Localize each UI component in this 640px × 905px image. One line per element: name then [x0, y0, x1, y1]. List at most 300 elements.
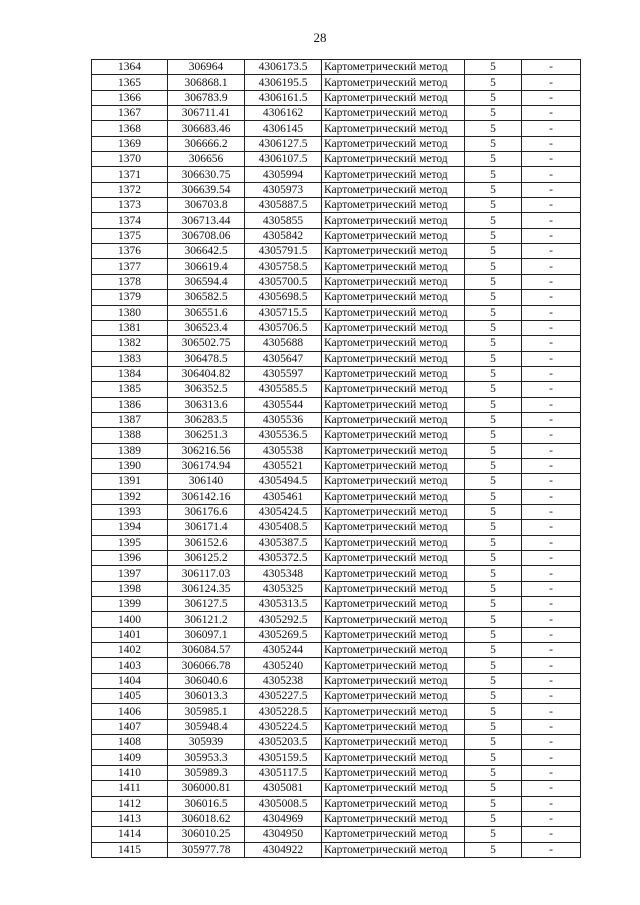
- method-cell: Картометрический метод: [322, 581, 465, 596]
- table-row: [92, 336, 581, 351]
- table-row: [92, 152, 581, 167]
- y-coordinate-cell: 4305521: [245, 458, 322, 473]
- method-cell: Картометрический метод: [322, 597, 465, 612]
- description-cell: -: [522, 535, 581, 550]
- accuracy-cell: 5: [465, 597, 522, 612]
- point-number-cell: 1366: [92, 90, 168, 105]
- accuracy-cell: 5: [465, 765, 522, 780]
- table-row: [92, 351, 581, 366]
- accuracy-cell: 5: [465, 704, 522, 719]
- x-coordinate-cell: 305948.4: [168, 719, 245, 734]
- y-coordinate-cell: 4305688: [245, 336, 322, 351]
- description-cell: -: [522, 60, 581, 75]
- method-cell: Картометрический метод: [322, 673, 465, 688]
- point-number-cell: 1405: [92, 689, 168, 704]
- x-coordinate-cell: 306216.56: [168, 443, 245, 458]
- description-cell: -: [522, 412, 581, 427]
- method-cell: Картометрический метод: [322, 198, 465, 213]
- description-cell: -: [522, 735, 581, 750]
- point-number-cell: 1412: [92, 796, 168, 811]
- method-cell: Картометрический метод: [322, 75, 465, 90]
- description-cell: -: [522, 305, 581, 320]
- accuracy-cell: 5: [465, 643, 522, 658]
- description-cell: -: [522, 689, 581, 704]
- accuracy-cell: 5: [465, 152, 522, 167]
- method-cell: Картометрический метод: [322, 167, 465, 182]
- x-coordinate-cell: 306251.3: [168, 428, 245, 443]
- y-coordinate-cell: 4305408.5: [245, 520, 322, 535]
- point-number-cell: 1375: [92, 228, 168, 243]
- y-coordinate-cell: 4305348: [245, 566, 322, 581]
- point-number-cell: 1377: [92, 259, 168, 274]
- point-number-cell: 1364: [92, 60, 168, 75]
- y-coordinate-cell: 4306162: [245, 106, 322, 121]
- y-coordinate-cell: 4305544: [245, 397, 322, 412]
- point-number-cell: 1380: [92, 305, 168, 320]
- y-coordinate-cell: 4305536.5: [245, 428, 322, 443]
- y-coordinate-cell: 4305700.5: [245, 274, 322, 289]
- point-number-cell: 1385: [92, 382, 168, 397]
- x-coordinate-cell: 306523.4: [168, 320, 245, 335]
- point-number-cell: 1390: [92, 458, 168, 473]
- table-row: [92, 305, 581, 320]
- method-cell: Картометрический метод: [322, 781, 465, 796]
- table-row: [92, 781, 581, 796]
- table-row: [92, 428, 581, 443]
- method-cell: Картометрический метод: [322, 136, 465, 151]
- description-cell: -: [522, 121, 581, 136]
- accuracy-cell: 5: [465, 182, 522, 197]
- accuracy-cell: 5: [465, 320, 522, 335]
- description-cell: -: [522, 811, 581, 826]
- table-row: [92, 121, 581, 136]
- x-coordinate-cell: 306283.5: [168, 412, 245, 427]
- accuracy-cell: 5: [465, 842, 522, 857]
- y-coordinate-cell: 4305081: [245, 781, 322, 796]
- description-cell: -: [522, 796, 581, 811]
- table-row: [92, 136, 581, 151]
- description-cell: -: [522, 443, 581, 458]
- point-number-cell: 1403: [92, 658, 168, 673]
- x-coordinate-cell: 306171.4: [168, 520, 245, 535]
- x-coordinate-cell: 305989.3: [168, 765, 245, 780]
- table-row: [92, 397, 581, 412]
- point-number-cell: 1370: [92, 152, 168, 167]
- table-row: [92, 520, 581, 535]
- accuracy-cell: 5: [465, 566, 522, 581]
- y-coordinate-cell: 4306145: [245, 121, 322, 136]
- table-row: [92, 750, 581, 765]
- x-coordinate-cell: 306713.44: [168, 213, 245, 228]
- table-row: [92, 673, 581, 688]
- x-coordinate-cell: 306176.6: [168, 504, 245, 519]
- accuracy-cell: 5: [465, 520, 522, 535]
- y-coordinate-cell: 4305372.5: [245, 551, 322, 566]
- point-number-cell: 1376: [92, 244, 168, 259]
- y-coordinate-cell: 4305224.5: [245, 719, 322, 734]
- description-cell: -: [522, 781, 581, 796]
- y-coordinate-cell: 4305715.5: [245, 305, 322, 320]
- accuracy-cell: 5: [465, 504, 522, 519]
- accuracy-cell: 5: [465, 244, 522, 259]
- x-coordinate-cell: 306174.94: [168, 458, 245, 473]
- description-cell: -: [522, 551, 581, 566]
- method-cell: Картометрический метод: [322, 228, 465, 243]
- method-cell: Картометрический метод: [322, 290, 465, 305]
- accuracy-cell: 5: [465, 827, 522, 842]
- y-coordinate-cell: 4304922: [245, 842, 322, 857]
- x-coordinate-cell: 306404.82: [168, 366, 245, 381]
- description-cell: -: [522, 765, 581, 780]
- table-row: [92, 643, 581, 658]
- x-coordinate-cell: 306656: [168, 152, 245, 167]
- point-number-cell: 1369: [92, 136, 168, 151]
- y-coordinate-cell: 4305597: [245, 366, 322, 381]
- method-cell: Картометрический метод: [322, 213, 465, 228]
- x-coordinate-cell: 306313.6: [168, 397, 245, 412]
- description-cell: -: [522, 382, 581, 397]
- method-cell: Картометрический метод: [322, 320, 465, 335]
- point-number-cell: 1388: [92, 428, 168, 443]
- accuracy-cell: 5: [465, 106, 522, 121]
- y-coordinate-cell: 4305159.5: [245, 750, 322, 765]
- method-cell: Картометрический метод: [322, 121, 465, 136]
- x-coordinate-cell: 306639.54: [168, 182, 245, 197]
- table-row: [92, 474, 581, 489]
- method-cell: Картометрический метод: [322, 551, 465, 566]
- table-row: [92, 581, 581, 596]
- method-cell: Картометрический метод: [322, 489, 465, 504]
- description-cell: -: [522, 198, 581, 213]
- description-cell: -: [522, 75, 581, 90]
- description-cell: -: [522, 351, 581, 366]
- x-coordinate-cell: 306084.57: [168, 643, 245, 658]
- point-number-cell: 1407: [92, 719, 168, 734]
- method-cell: Картометрический метод: [322, 842, 465, 857]
- accuracy-cell: 5: [465, 750, 522, 765]
- description-cell: -: [522, 152, 581, 167]
- accuracy-cell: 5: [465, 781, 522, 796]
- y-coordinate-cell: 4305698.5: [245, 290, 322, 305]
- method-cell: Картометрический метод: [322, 504, 465, 519]
- y-coordinate-cell: 4305887.5: [245, 198, 322, 213]
- description-cell: -: [522, 489, 581, 504]
- accuracy-cell: 5: [465, 121, 522, 136]
- point-number-cell: 1413: [92, 811, 168, 826]
- table-row: [92, 811, 581, 826]
- description-cell: -: [522, 106, 581, 121]
- point-number-cell: 1393: [92, 504, 168, 519]
- table-row: [92, 796, 581, 811]
- description-cell: -: [522, 750, 581, 765]
- method-cell: Картометрический метод: [322, 796, 465, 811]
- x-coordinate-cell: 306097.1: [168, 627, 245, 642]
- description-cell: -: [522, 320, 581, 335]
- y-coordinate-cell: 4305227.5: [245, 689, 322, 704]
- method-cell: Картометрический метод: [322, 520, 465, 535]
- x-coordinate-cell: 306683.46: [168, 121, 245, 136]
- table-body: [92, 60, 581, 858]
- table-row: [92, 90, 581, 105]
- x-coordinate-cell: 305985.1: [168, 704, 245, 719]
- point-number-cell: 1365: [92, 75, 168, 90]
- y-coordinate-cell: 4305855: [245, 213, 322, 228]
- description-cell: -: [522, 366, 581, 381]
- x-coordinate-cell: 305977.78: [168, 842, 245, 857]
- method-cell: Картометрический метод: [322, 443, 465, 458]
- x-coordinate-cell: 306121.2: [168, 612, 245, 627]
- y-coordinate-cell: 4306173.5: [245, 60, 322, 75]
- point-number-cell: 1381: [92, 320, 168, 335]
- method-cell: Картометрический метод: [322, 244, 465, 259]
- y-coordinate-cell: 4304969: [245, 811, 322, 826]
- method-cell: Картометрический метод: [322, 474, 465, 489]
- y-coordinate-cell: 4305424.5: [245, 504, 322, 519]
- description-cell: -: [522, 228, 581, 243]
- accuracy-cell: 5: [465, 412, 522, 427]
- table-row: [92, 320, 581, 335]
- point-number-cell: 1411: [92, 781, 168, 796]
- accuracy-cell: 5: [465, 428, 522, 443]
- description-cell: -: [522, 458, 581, 473]
- table-row: [92, 382, 581, 397]
- table-row: [92, 597, 581, 612]
- table-row: [92, 366, 581, 381]
- y-coordinate-cell: 4305325: [245, 581, 322, 596]
- accuracy-cell: 5: [465, 612, 522, 627]
- x-coordinate-cell: 306040.6: [168, 673, 245, 688]
- accuracy-cell: 5: [465, 259, 522, 274]
- method-cell: Картометрический метод: [322, 658, 465, 673]
- table-row: [92, 719, 581, 734]
- description-cell: -: [522, 290, 581, 305]
- y-coordinate-cell: 4305647: [245, 351, 322, 366]
- method-cell: Картометрический метод: [322, 182, 465, 197]
- table-row: [92, 535, 581, 550]
- y-coordinate-cell: 4305008.5: [245, 796, 322, 811]
- point-number-cell: 1398: [92, 581, 168, 596]
- y-coordinate-cell: 4305269.5: [245, 627, 322, 642]
- x-coordinate-cell: 306125.2: [168, 551, 245, 566]
- point-number-cell: 1384: [92, 366, 168, 381]
- y-coordinate-cell: 4305585.5: [245, 382, 322, 397]
- y-coordinate-cell: 4306127.5: [245, 136, 322, 151]
- description-cell: -: [522, 673, 581, 688]
- x-coordinate-cell: 305953.3: [168, 750, 245, 765]
- method-cell: Картометрический метод: [322, 704, 465, 719]
- x-coordinate-cell: 306964: [168, 60, 245, 75]
- description-cell: -: [522, 274, 581, 289]
- method-cell: Картометрический метод: [322, 811, 465, 826]
- y-coordinate-cell: 4305238: [245, 673, 322, 688]
- method-cell: Картометрический метод: [322, 90, 465, 105]
- accuracy-cell: 5: [465, 167, 522, 182]
- accuracy-cell: 5: [465, 382, 522, 397]
- x-coordinate-cell: 306127.5: [168, 597, 245, 612]
- x-coordinate-cell: 306642.5: [168, 244, 245, 259]
- method-cell: Картометрический метод: [322, 566, 465, 581]
- method-cell: Картометрический метод: [322, 535, 465, 550]
- table-row: [92, 627, 581, 642]
- accuracy-cell: 5: [465, 796, 522, 811]
- table-row: [92, 827, 581, 842]
- method-cell: Картометрический метод: [322, 735, 465, 750]
- table-row: [92, 735, 581, 750]
- description-cell: -: [522, 520, 581, 535]
- accuracy-cell: 5: [465, 689, 522, 704]
- description-cell: -: [522, 182, 581, 197]
- x-coordinate-cell: 306666.2: [168, 136, 245, 151]
- point-number-cell: 1414: [92, 827, 168, 842]
- point-number-cell: 1378: [92, 274, 168, 289]
- accuracy-cell: 5: [465, 489, 522, 504]
- x-coordinate-cell: 306152.6: [168, 535, 245, 550]
- table-row: [92, 259, 581, 274]
- method-cell: Картометрический метод: [322, 152, 465, 167]
- accuracy-cell: 5: [465, 136, 522, 151]
- description-cell: -: [522, 704, 581, 719]
- table-row: [92, 765, 581, 780]
- method-cell: Картометрический метод: [322, 336, 465, 351]
- y-coordinate-cell: 4305313.5: [245, 597, 322, 612]
- point-number-cell: 1395: [92, 535, 168, 550]
- table-row: [92, 198, 581, 213]
- x-coordinate-cell: 306018.62: [168, 811, 245, 826]
- point-number-cell: 1404: [92, 673, 168, 688]
- method-cell: Картометрический метод: [322, 366, 465, 381]
- method-cell: Картометрический метод: [322, 612, 465, 627]
- description-cell: -: [522, 336, 581, 351]
- method-cell: Картометрический метод: [322, 382, 465, 397]
- method-cell: Картометрический метод: [322, 274, 465, 289]
- x-coordinate-cell: 306010.25: [168, 827, 245, 842]
- y-coordinate-cell: 4305994: [245, 167, 322, 182]
- accuracy-cell: 5: [465, 351, 522, 366]
- method-cell: Картометрический метод: [322, 627, 465, 642]
- description-cell: -: [522, 504, 581, 519]
- accuracy-cell: 5: [465, 366, 522, 381]
- description-cell: -: [522, 213, 581, 228]
- description-cell: -: [522, 842, 581, 857]
- x-coordinate-cell: 306124.35: [168, 581, 245, 596]
- point-number-cell: 1373: [92, 198, 168, 213]
- y-coordinate-cell: 4305244: [245, 643, 322, 658]
- x-coordinate-cell: 306142.16: [168, 489, 245, 504]
- accuracy-cell: 5: [465, 551, 522, 566]
- table-row: [92, 704, 581, 719]
- x-coordinate-cell: 306013.3: [168, 689, 245, 704]
- table-row: [92, 290, 581, 305]
- x-coordinate-cell: 306016.5: [168, 796, 245, 811]
- point-number-cell: 1382: [92, 336, 168, 351]
- accuracy-cell: 5: [465, 274, 522, 289]
- description-cell: -: [522, 259, 581, 274]
- y-coordinate-cell: 4305228.5: [245, 704, 322, 719]
- y-coordinate-cell: 4304950: [245, 827, 322, 842]
- table-row: [92, 551, 581, 566]
- x-coordinate-cell: 306117.03: [168, 566, 245, 581]
- point-number-cell: 1397: [92, 566, 168, 581]
- y-coordinate-cell: 4305536: [245, 412, 322, 427]
- y-coordinate-cell: 4305538: [245, 443, 322, 458]
- point-number-cell: 1379: [92, 290, 168, 305]
- method-cell: Картометрический метод: [322, 765, 465, 780]
- accuracy-cell: 5: [465, 581, 522, 596]
- description-cell: -: [522, 90, 581, 105]
- method-cell: Картометрический метод: [322, 428, 465, 443]
- y-coordinate-cell: 4305292.5: [245, 612, 322, 627]
- method-cell: Картометрический метод: [322, 750, 465, 765]
- accuracy-cell: 5: [465, 811, 522, 826]
- point-number-cell: 1387: [92, 412, 168, 427]
- y-coordinate-cell: 4306195.5: [245, 75, 322, 90]
- table-row: [92, 566, 581, 581]
- accuracy-cell: 5: [465, 228, 522, 243]
- accuracy-cell: 5: [465, 75, 522, 90]
- y-coordinate-cell: 4305240: [245, 658, 322, 673]
- table-row: [92, 60, 581, 75]
- x-coordinate-cell: 306352.5: [168, 382, 245, 397]
- point-number-cell: 1394: [92, 520, 168, 535]
- method-cell: Картометрический метод: [322, 643, 465, 658]
- description-cell: -: [522, 581, 581, 596]
- x-coordinate-cell: 306630.75: [168, 167, 245, 182]
- y-coordinate-cell: 4305117.5: [245, 765, 322, 780]
- description-cell: -: [522, 827, 581, 842]
- accuracy-cell: 5: [465, 535, 522, 550]
- point-number-cell: 1389: [92, 443, 168, 458]
- accuracy-cell: 5: [465, 336, 522, 351]
- point-number-cell: 1396: [92, 551, 168, 566]
- x-coordinate-cell: 306619.4: [168, 259, 245, 274]
- x-coordinate-cell: 306711.41: [168, 106, 245, 121]
- point-number-cell: 1367: [92, 106, 168, 121]
- y-coordinate-cell: 4305461: [245, 489, 322, 504]
- description-cell: -: [522, 136, 581, 151]
- description-cell: -: [522, 612, 581, 627]
- description-cell: -: [522, 397, 581, 412]
- point-number-cell: 1400: [92, 612, 168, 627]
- table-row: [92, 106, 581, 121]
- accuracy-cell: 5: [465, 213, 522, 228]
- accuracy-cell: 5: [465, 90, 522, 105]
- method-cell: Картометрический метод: [322, 719, 465, 734]
- y-coordinate-cell: 4306161.5: [245, 90, 322, 105]
- y-coordinate-cell: 4305203.5: [245, 735, 322, 750]
- table-row: [92, 274, 581, 289]
- x-coordinate-cell: 306000.81: [168, 781, 245, 796]
- method-cell: Картометрический метод: [322, 351, 465, 366]
- method-cell: Картометрический метод: [322, 259, 465, 274]
- accuracy-cell: 5: [465, 673, 522, 688]
- description-cell: -: [522, 643, 581, 658]
- point-number-cell: 1401: [92, 627, 168, 642]
- point-number-cell: 1391: [92, 474, 168, 489]
- y-coordinate-cell: 4305791.5: [245, 244, 322, 259]
- y-coordinate-cell: 4305758.5: [245, 259, 322, 274]
- point-number-cell: 1409: [92, 750, 168, 765]
- accuracy-cell: 5: [465, 290, 522, 305]
- description-cell: -: [522, 167, 581, 182]
- table-row: [92, 167, 581, 182]
- table-row: [92, 458, 581, 473]
- point-number-cell: 1408: [92, 735, 168, 750]
- x-coordinate-cell: 306502.75: [168, 336, 245, 351]
- description-cell: -: [522, 719, 581, 734]
- point-number-cell: 1371: [92, 167, 168, 182]
- description-cell: -: [522, 566, 581, 581]
- table-row: [92, 228, 581, 243]
